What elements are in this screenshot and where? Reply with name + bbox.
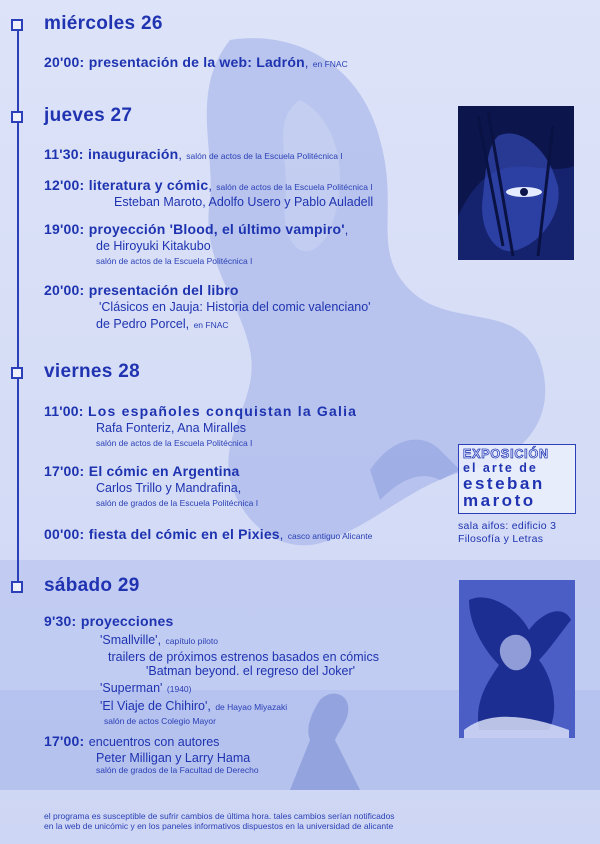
day-marker-box <box>11 367 23 379</box>
exhibition-panel <box>458 444 576 546</box>
event <box>44 526 372 544</box>
event-author: de Hiroyuki Kitakubo <box>96 239 211 254</box>
event-place: salón de actos de la Escuela Politécnica I <box>96 255 253 266</box>
event <box>44 282 371 333</box>
event-time: 00'00: <box>44 526 85 542</box>
event-place: salón de actos Colegio Mayor <box>104 716 216 727</box>
exhibition-title: EXPOSICIÓN <box>463 447 549 461</box>
separator: , <box>344 223 349 237</box>
event-time: 9'30: <box>44 613 77 629</box>
separator: , <box>208 179 212 193</box>
film-note: de Hayao Miyazaki <box>215 701 288 712</box>
blood-vampire-image <box>458 106 574 260</box>
day-marker-box <box>11 581 23 593</box>
timeline-line <box>17 22 19 589</box>
event <box>44 146 343 164</box>
event-author: de Pedro Porcel <box>96 316 186 331</box>
footer-line: en la web de unicómic y en los paneles informativos dispuestos en la universidad de alicante <box>44 821 394 832</box>
event-title: fiesta del cómic en el Pixies <box>88 526 280 542</box>
event-title: El cómic en Argentina <box>88 463 240 479</box>
separator: , <box>185 316 190 331</box>
event <box>44 463 258 509</box>
film-title: 'Batman beyond. el regreso del Joker' <box>146 664 356 679</box>
event-title: Los españoles conquistan la Galia <box>88 403 358 419</box>
day-heading: miércoles 26 <box>44 13 163 34</box>
venue-line: sala aifos: edificio 3 <box>458 520 557 532</box>
event-time: 12'00: <box>44 177 85 193</box>
exhibition-subtitle: el arte de <box>463 461 538 475</box>
event-time: 19'00: <box>44 221 85 237</box>
event-people: Peter Milligan y Larry Hama <box>96 751 251 766</box>
event-place: salón de actos de la Escuela Politécnica I <box>186 151 343 161</box>
event-place: salón de actos de la Escuela Politécnica I <box>96 437 253 448</box>
event-place: salón de grados de la Escuela Politécnica I <box>96 497 259 508</box>
exhibition-venue <box>458 520 576 546</box>
event-time: 11'30: <box>44 146 84 162</box>
event-people: Rafa Fonteriz, Ana Miralles <box>96 421 247 436</box>
event-people: Carlos Trillo y Mandrafina, <box>96 481 242 496</box>
maroto-artwork-image <box>459 580 575 738</box>
day-heading: sábado 29 <box>44 575 140 596</box>
film-note: (1940) <box>166 683 192 694</box>
event <box>44 177 373 210</box>
event-title: encuentros con autores <box>88 735 220 749</box>
separator: , <box>178 148 182 162</box>
separator: , <box>304 56 309 70</box>
event <box>44 221 348 267</box>
event-title: proyección 'Blood, el último vampiro' <box>88 221 345 237</box>
event-time: 17'00: <box>44 733 85 749</box>
event-time: 17'00: <box>44 463 85 479</box>
event-title: presentación de la web: Ladrón <box>88 54 305 70</box>
day-marker-box <box>11 111 23 123</box>
event-title: literatura y cómic <box>88 177 209 193</box>
event <box>44 403 357 449</box>
event-time: 20'00: <box>44 54 85 70</box>
exhibition-artist-last: maroto <box>463 491 536 510</box>
event-place: casco antiguo Alicante <box>287 531 373 541</box>
film-title: 'El Viaje de Chihiro' <box>100 698 208 713</box>
event-time: 11'00: <box>44 403 84 419</box>
footer-line: el programa es susceptible de sufrir cambios de última hora. tales cambios serían notificados <box>44 811 395 821</box>
film-note: capítulo piloto <box>165 636 218 647</box>
separator: , <box>207 698 211 713</box>
book-title: 'Clásicos en Jauja: Historia del comic valenciano' <box>99 300 371 315</box>
event-title: proyecciones <box>80 613 174 629</box>
event-place: salón de actos de la Escuela Politécnica I <box>216 182 373 192</box>
event-place: en FNAC <box>193 319 229 330</box>
separator: , <box>279 528 284 542</box>
event <box>44 54 348 72</box>
exhibition-box <box>458 444 576 514</box>
film-title: 'Smallville' <box>100 633 158 648</box>
event-title: inauguración <box>88 146 179 162</box>
footer-note <box>44 811 584 831</box>
event-time: 20'00: <box>44 282 85 298</box>
event <box>44 733 259 776</box>
event-place: salón de grados de la Facultad de Derecho <box>96 764 259 775</box>
day-marker-box <box>11 19 23 31</box>
event <box>44 613 379 727</box>
film-title: trailers de próximos estrenos basados en cómics <box>108 649 379 664</box>
film-title: 'Superman' <box>100 680 163 695</box>
day-heading: viernes 28 <box>44 361 140 382</box>
event-title: presentación del libro <box>88 282 239 298</box>
venue-line: Filosofía y Letras <box>458 533 544 546</box>
exhibition-artist-first: esteban <box>463 474 545 493</box>
event-people: Esteban Maroto, Adolfo Usero y Pablo Auladell <box>114 195 374 210</box>
day-heading: jueves 27 <box>44 105 133 126</box>
event-place: en FNAC <box>312 59 348 69</box>
separator: , <box>157 633 162 648</box>
